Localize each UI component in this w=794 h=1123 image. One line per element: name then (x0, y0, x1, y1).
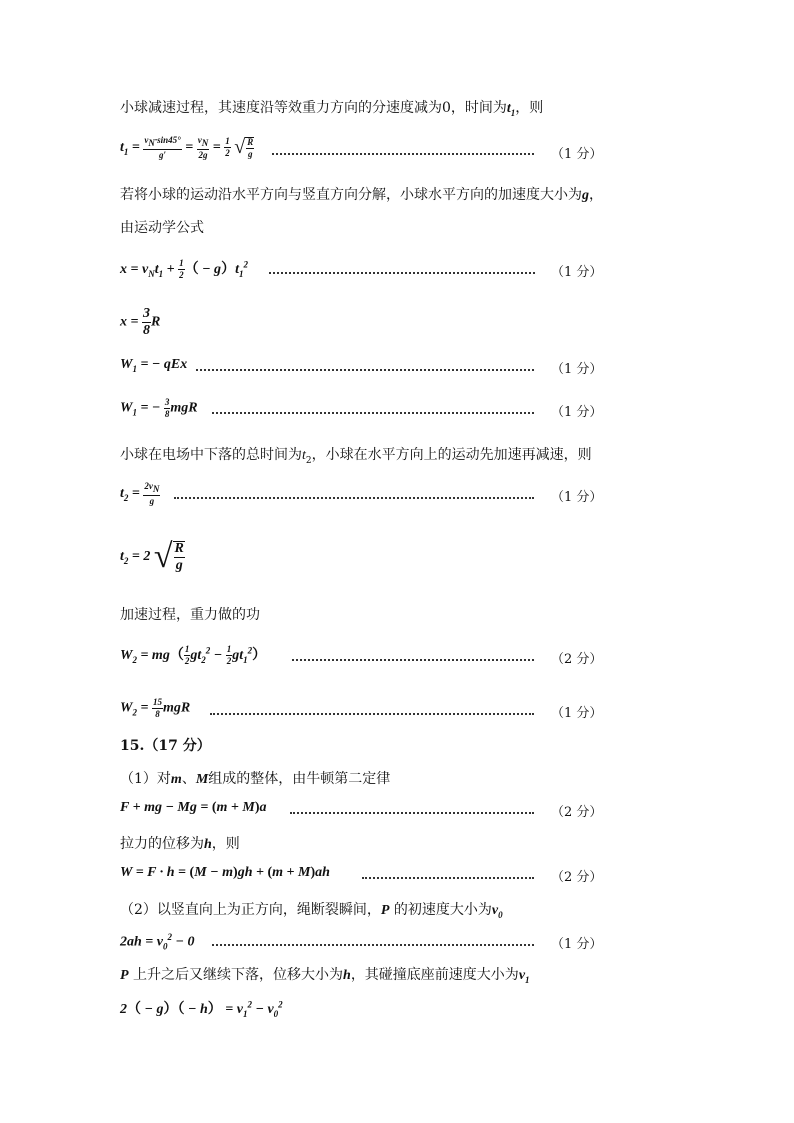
equation-v0: $2ah = v_0^2 - 0$ (120, 932, 195, 952)
score-label: （1 分） (551, 265, 603, 280)
text-line: 小球在电场中下落的总时间为$t_2$，小球在水平方向上的运动先加速再减速，则 (120, 447, 592, 466)
text-line: （1）对m、M组成的整体，由牛顿第二定律 (120, 771, 391, 787)
equation-t1: $t_1$ = $\frac{v_N\cdot\sin 45^\circ}{g'}$ = $\frac{v_N}{2g}$ = $\frac{1}{2}$ √ $\frac{R}{g}$ (120, 135, 254, 160)
leader-dots (210, 713, 534, 715)
leader-dots (212, 944, 534, 946)
score-label: （2 分） (551, 805, 603, 820)
leader-dots (290, 812, 534, 814)
score-label: （2 分） (551, 870, 603, 885)
score-label: （1 分） (551, 706, 603, 721)
question-number: 15.（17 分） (120, 738, 211, 754)
text-line: （2）以竖直向上为正方向，绳断裂瞬间，P 的初速度大小为$v_0$ (120, 902, 503, 920)
text-line: 拉力的位移为h，则 (120, 836, 240, 852)
equation-v1: $2( - g)( - h) = v_1^2 - v_0^2$ (120, 999, 283, 1019)
leader-dots (362, 877, 534, 879)
text-line: 由运动学公式 (120, 220, 204, 236)
leader-dots (174, 497, 534, 499)
score-label: （1 分） (551, 147, 603, 162)
equation-w1: $W_1$ = − qEx (120, 357, 188, 374)
equation-t2-result: $t_2 = 2$ √ $\frac{R}{g}$ (120, 538, 184, 575)
equation-newton: F + mg − Mg = (m + M)a (120, 800, 267, 815)
leader-dots (196, 369, 534, 371)
score-label: （1 分） (551, 405, 603, 420)
text-line: 小球减速过程，其速度沿等效重力方向的分速度减为0，时间为$t_1$，则 (120, 100, 544, 118)
leader-dots (212, 412, 534, 414)
score-label: （1 分） (551, 937, 603, 952)
text-line: 若将小球的运动沿水平方向与竖直方向分解，小球水平方向的加速度大小为g， (120, 187, 603, 203)
leader-dots (292, 659, 534, 661)
score-label: （1 分） (551, 490, 603, 505)
text-line: 加速过程，重力做的功 (120, 607, 260, 623)
score-label: （1 分） (551, 362, 603, 377)
equation-w2: $W_2 = mg$（ $\frac{1}{2}$ $gt_2^2$ − $\frac{1}{2}$ $gt_1^2$） (120, 644, 267, 667)
text-line: P 上升之后又继续下落，位移大小为h，其碰撞底座前速度大小为$v_1$ (120, 967, 530, 985)
leader-dots (272, 153, 534, 155)
equation-x: $x = v_Nt_1$ + $\frac{1}{2}$ （ − $g)t_1^2$ (120, 258, 248, 281)
equation-t2: $t_2$ = $\frac{2v_N}{g}$ (120, 481, 160, 506)
equation-x-result: x = $\frac{3}{8}$ R (120, 306, 161, 338)
equation-work: W = F · h = (M − m)gh + (m + M)ah (120, 865, 330, 880)
score-label: （2 分） (551, 652, 603, 667)
equation-w1-result: $W_1$ = − $\frac{3}{8}$ mgR (120, 397, 198, 419)
leader-dots (269, 272, 535, 274)
equation-w2-result: $W_2$ = $\frac{15}{8}$ mgR (120, 697, 191, 719)
